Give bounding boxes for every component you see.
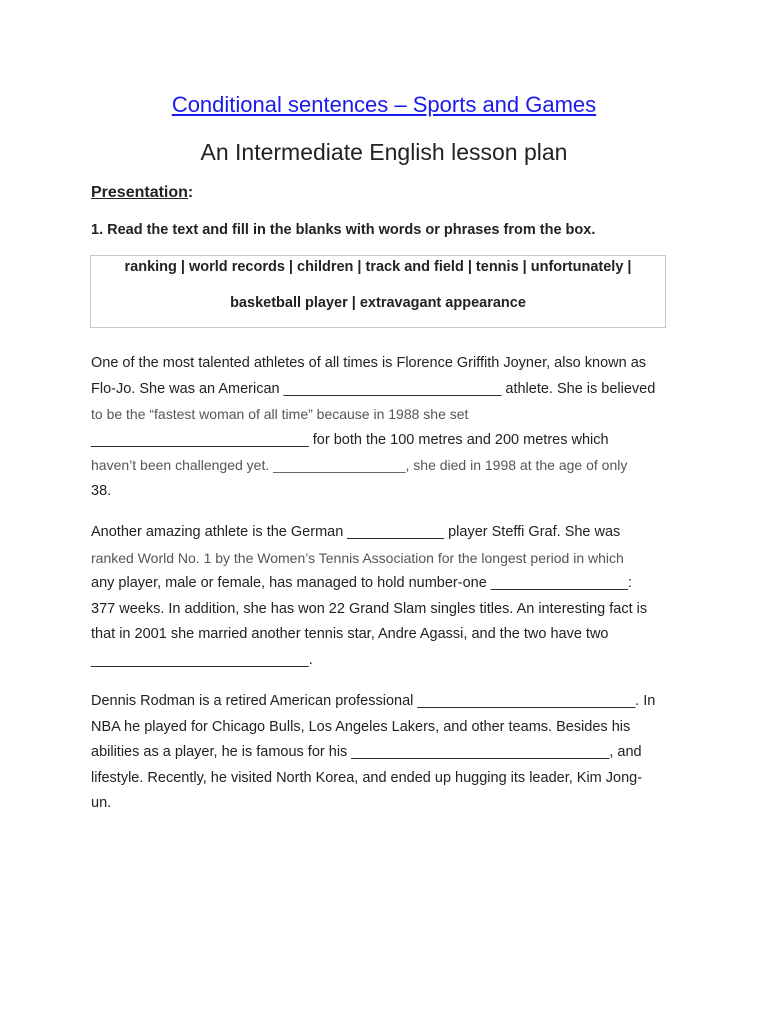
paragraph-line: haven’t been challenged yet. _________________, she died in 1998 at the age of only <box>91 457 628 473</box>
paragraph-line: Another amazing athlete is the German ____________ player Steffi Graf. She was <box>91 524 621 540</box>
paragraph-line: that in 2001 she married another tennis star, Andre Agassi, and the two have two <box>91 626 609 642</box>
paragraph-line: any player, male or female, has managed to hold number-one _________________: <box>91 575 632 591</box>
paragraph-line: abilities as a player, he is famous for his ________________________________, and <box>91 744 642 760</box>
section-heading-colon: : <box>187 184 194 201</box>
word-box-line-1: ranking | world records | children | track and field | tennis | unfortunately | <box>124 259 632 275</box>
word-box-line-2: basketball player | extravagant appearance <box>230 295 526 311</box>
paragraph-line: 38. <box>91 482 112 499</box>
section-heading-text: Presentation <box>91 184 188 201</box>
paragraph-line: to be the “fastest woman of all time” because in 1988 she set <box>91 406 469 422</box>
paragraph-dennis-rodman <box>91 689 691 817</box>
paragraph-line: NBA he played for Chicago Bulls, Los Angeles Lakers, and other teams. Besides his <box>91 718 631 735</box>
paragraph-line: Flo-Jo. She was an American ___________________________ athlete. She is believed <box>91 380 656 397</box>
paragraph-line: One of the most talented athletes of all times is Florence Griffith Joyner, also known as <box>91 355 647 371</box>
section-heading <box>91 182 193 204</box>
paragraph-line: ___________________________ for both the 100 metres and 200 metres which <box>91 431 609 448</box>
word-box <box>90 255 666 328</box>
exercise-instruction: 1. Read the text and fill in the blanks with words or phrases from the box. <box>91 222 596 238</box>
paragraph-line: ___________________________. <box>91 651 313 668</box>
paragraph-line: lifestyle. Recently, he visited North Korea, and ended up hugging its leader, Kim Jong- <box>91 769 643 786</box>
paragraph-line: ranked World No. 1 by the Women’s Tennis Association for the longest period in which <box>91 549 624 566</box>
document-subtitle: An Intermediate English lesson plan <box>200 139 568 165</box>
document-title[interactable]: Conditional sentences – Sports and Games <box>171 92 597 117</box>
paragraph-steffi-graf <box>91 520 691 673</box>
paragraph-flo-jo <box>91 351 691 504</box>
paragraph-line: 377 weeks. In addition, she has won 22 Grand Slam singles titles. An interesting fact is <box>91 600 648 617</box>
paragraph-line: Dennis Rodman is a retired American professional ___________________________. In <box>91 693 656 709</box>
paragraph-line: un. <box>91 795 112 811</box>
